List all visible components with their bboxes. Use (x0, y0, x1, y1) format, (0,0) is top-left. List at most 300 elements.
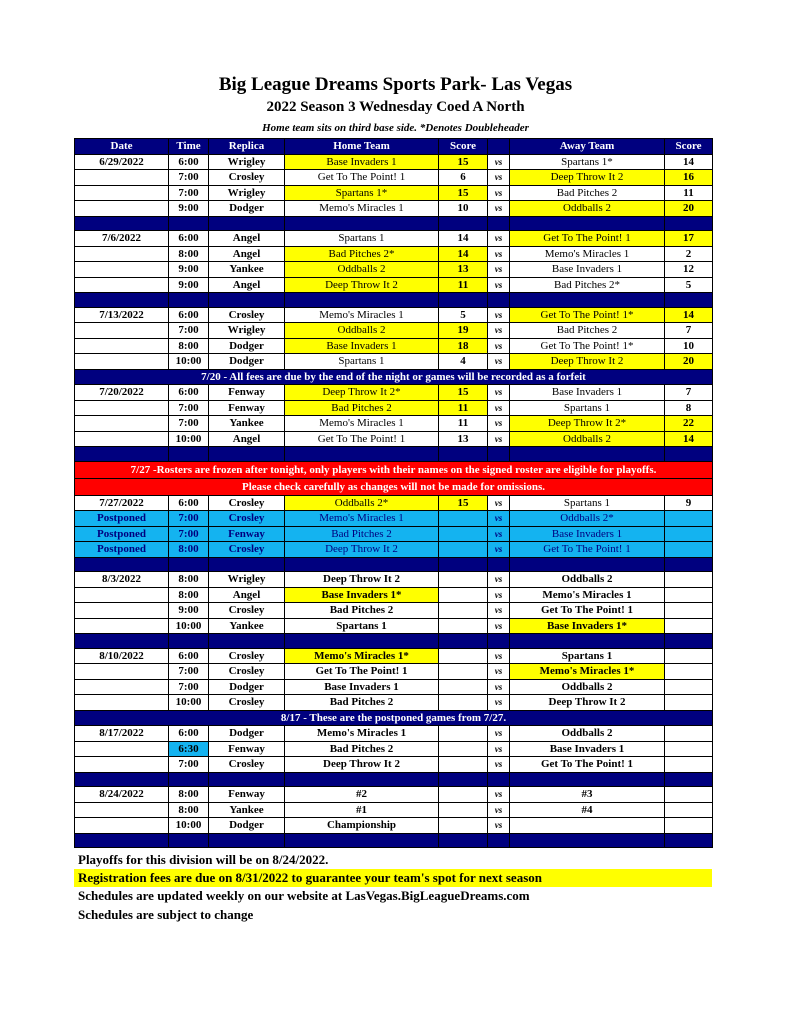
home-team: Bad Pitches 2* (285, 246, 439, 262)
separator-cell (665, 293, 713, 308)
game-row (75, 695, 713, 711)
separator-row (75, 833, 713, 848)
alert-text: 7/27 -Rosters are frozen after tonight, only players with their names on the signed roster are eligible for playoffs. (75, 461, 713, 478)
home-team: Bad Pitches 2 (285, 526, 439, 542)
home-score: 14 (439, 246, 488, 262)
game-row (75, 572, 713, 588)
registration-notice: Registration fees are due on 8/31/2022 to guarantee your team's spot for next season (74, 869, 712, 887)
away-team: Oddballs 2 (510, 726, 665, 742)
game-date (75, 603, 169, 619)
away-team: Get To The Point! 1 (510, 542, 665, 558)
game-row (75, 495, 713, 511)
away-score (665, 648, 713, 664)
vs-label: vs (488, 246, 510, 262)
game-replica: Yankee (209, 802, 285, 818)
away-team: Get To The Point! 1* (510, 338, 665, 354)
game-replica: Angel (209, 231, 285, 247)
vs-label: vs (488, 185, 510, 201)
separator-cell (439, 447, 488, 462)
game-date (75, 400, 169, 416)
away-score (665, 818, 713, 834)
away-team: Memo's Miracles 1* (510, 664, 665, 680)
separator-cell (439, 216, 488, 231)
separator-cell (285, 634, 439, 649)
game-time: 10:00 (169, 695, 209, 711)
game-time: 7:00 (169, 664, 209, 680)
separator-cell (488, 772, 510, 787)
home-score: 5 (439, 307, 488, 323)
separator-row (75, 293, 713, 308)
separator-cell (510, 634, 665, 649)
header-replica: Replica (209, 139, 285, 155)
game-time: 7:00 (169, 526, 209, 542)
game-date (75, 416, 169, 432)
away-team (510, 818, 665, 834)
away-team: Base Invaders 1 (510, 526, 665, 542)
home-score (439, 648, 488, 664)
alert-row (75, 461, 713, 478)
game-replica: Fenway (209, 385, 285, 401)
away-team: Get To The Point! 1 (510, 231, 665, 247)
away-team: Oddballs 2 (510, 572, 665, 588)
alert-text: Please check carefully as changes will not be made for omissions. (75, 478, 713, 495)
vs-label: vs (488, 262, 510, 278)
home-score (439, 572, 488, 588)
game-date (75, 802, 169, 818)
separator-cell (439, 557, 488, 572)
game-replica: Crosley (209, 648, 285, 664)
game-time: 6:00 (169, 648, 209, 664)
header-away-team: Away Team (510, 139, 665, 155)
separator-cell (488, 833, 510, 848)
home-score: 13 (439, 431, 488, 447)
separator-cell (510, 293, 665, 308)
home-team: Bad Pitches 2 (285, 603, 439, 619)
away-team: Base Invaders 1 (510, 741, 665, 757)
away-score (665, 542, 713, 558)
game-time: 8:00 (169, 542, 209, 558)
game-replica: Dodger (209, 726, 285, 742)
home-score: 11 (439, 277, 488, 293)
game-row (75, 201, 713, 217)
game-row (75, 231, 713, 247)
game-date (75, 354, 169, 370)
game-time: 6:00 (169, 154, 209, 170)
game-replica: Crosley (209, 511, 285, 527)
separator-cell (209, 634, 285, 649)
game-row (75, 307, 713, 323)
separator-cell (439, 772, 488, 787)
game-time: 7:00 (169, 170, 209, 186)
game-date: 8/24/2022 (75, 787, 169, 803)
home-score (439, 695, 488, 711)
away-score: 2 (665, 246, 713, 262)
away-score: 8 (665, 400, 713, 416)
vs-label: vs (488, 511, 510, 527)
separator-cell (75, 833, 169, 848)
game-date (75, 185, 169, 201)
home-team: Memo's Miracles 1 (285, 511, 439, 527)
home-team: Oddballs 2 (285, 323, 439, 339)
home-team: Memo's Miracles 1 (285, 307, 439, 323)
away-score: 14 (665, 154, 713, 170)
home-team: Bad Pitches 2 (285, 695, 439, 711)
away-score: 5 (665, 277, 713, 293)
game-replica: Wrigley (209, 185, 285, 201)
home-team: Memo's Miracles 1 (285, 726, 439, 742)
away-score (665, 664, 713, 680)
game-date: Postponed (75, 526, 169, 542)
game-date: Postponed (75, 511, 169, 527)
separator-cell (169, 634, 209, 649)
home-team: Spartans 1 (285, 618, 439, 634)
game-date (75, 277, 169, 293)
game-date (75, 741, 169, 757)
header-time: Time (169, 139, 209, 155)
home-team: Deep Throw It 2* (285, 385, 439, 401)
home-score (439, 741, 488, 757)
home-score (439, 664, 488, 680)
game-row (75, 618, 713, 634)
game-replica: Dodger (209, 818, 285, 834)
vs-label: vs (488, 787, 510, 803)
separator-cell (488, 447, 510, 462)
separator-cell (75, 293, 169, 308)
game-replica: Fenway (209, 741, 285, 757)
separator-cell (209, 293, 285, 308)
vs-label: vs (488, 818, 510, 834)
away-score (665, 741, 713, 757)
home-score (439, 587, 488, 603)
away-team: Bad Pitches 2 (510, 185, 665, 201)
away-team: Get To The Point! 1 (510, 757, 665, 773)
game-time: 6:00 (169, 385, 209, 401)
home-score (439, 542, 488, 558)
home-team: Get To The Point! 1 (285, 431, 439, 447)
game-date: 7/27/2022 (75, 495, 169, 511)
home-team: Deep Throw It 2 (285, 757, 439, 773)
vs-label: vs (488, 572, 510, 588)
home-score (439, 726, 488, 742)
game-date: 8/3/2022 (75, 572, 169, 588)
home-score: 15 (439, 154, 488, 170)
vs-label: vs (488, 664, 510, 680)
vs-label: vs (488, 323, 510, 339)
game-time: 9:00 (169, 277, 209, 293)
home-score: 13 (439, 262, 488, 278)
away-score (665, 603, 713, 619)
separator-cell (665, 833, 713, 848)
vs-label: vs (488, 170, 510, 186)
game-time: 6:00 (169, 307, 209, 323)
game-replica: Crosley (209, 757, 285, 773)
game-replica: Fenway (209, 787, 285, 803)
game-date: 7/20/2022 (75, 385, 169, 401)
away-team: Spartans 1 (510, 648, 665, 664)
away-score (665, 802, 713, 818)
home-team: Bad Pitches 2 (285, 400, 439, 416)
game-row (75, 679, 713, 695)
separator-cell (75, 772, 169, 787)
away-score: 14 (665, 307, 713, 323)
separator-cell (488, 634, 510, 649)
separator-cell (665, 216, 713, 231)
separator-row (75, 634, 713, 649)
home-team: Base Invaders 1 (285, 679, 439, 695)
home-score: 11 (439, 416, 488, 432)
game-date: 7/6/2022 (75, 231, 169, 247)
game-time: 6:00 (169, 495, 209, 511)
away-score (665, 679, 713, 695)
vs-label: vs (488, 431, 510, 447)
game-row (75, 354, 713, 370)
game-date: 8/17/2022 (75, 726, 169, 742)
separator-cell (510, 216, 665, 231)
game-time: 10:00 (169, 618, 209, 634)
header-away-score: Score (665, 139, 713, 155)
alert-row (75, 478, 713, 495)
away-score (665, 587, 713, 603)
game-date (75, 618, 169, 634)
separator-cell (75, 634, 169, 649)
away-score: 20 (665, 354, 713, 370)
game-date (75, 262, 169, 278)
separator-cell (665, 772, 713, 787)
vs-label: vs (488, 587, 510, 603)
game-time: 8:00 (169, 572, 209, 588)
game-replica: Yankee (209, 618, 285, 634)
game-replica: Wrigley (209, 323, 285, 339)
game-date (75, 323, 169, 339)
game-date: 7/13/2022 (75, 307, 169, 323)
change-notice: Schedules are subject to change (78, 907, 254, 922)
game-row (75, 262, 713, 278)
game-replica: Crosley (209, 542, 285, 558)
schedule-table (74, 138, 713, 848)
game-row (75, 664, 713, 680)
home-score: 10 (439, 201, 488, 217)
game-date: 6/29/2022 (75, 154, 169, 170)
separator-cell (488, 216, 510, 231)
home-score: 11 (439, 400, 488, 416)
notice-text: 8/17 - These are the postponed games from 7/27. (75, 710, 713, 726)
away-score: 9 (665, 495, 713, 511)
vs-label: vs (488, 277, 510, 293)
away-team: Memo's Miracles 1 (510, 587, 665, 603)
separator-cell (285, 833, 439, 848)
away-team: Get To The Point! 1* (510, 307, 665, 323)
home-score (439, 757, 488, 773)
separator-cell (209, 772, 285, 787)
away-score: 20 (665, 201, 713, 217)
game-time: 8:00 (169, 587, 209, 603)
home-team: #2 (285, 787, 439, 803)
game-time: 7:00 (169, 323, 209, 339)
game-row (75, 400, 713, 416)
away-score (665, 787, 713, 803)
home-team: Memo's Miracles 1 (285, 201, 439, 217)
separator-cell (169, 833, 209, 848)
away-team: Oddballs 2 (510, 201, 665, 217)
separator-cell (285, 293, 439, 308)
away-team: Oddballs 2 (510, 679, 665, 695)
away-team: Spartans 1* (510, 154, 665, 170)
away-score (665, 618, 713, 634)
game-replica: Angel (209, 587, 285, 603)
separator-cell (169, 216, 209, 231)
page-title: Big League Dreams Sports Park- Las Vegas (218, 74, 573, 95)
home-team: Spartans 1 (285, 231, 439, 247)
vs-label: vs (488, 741, 510, 757)
separator-cell (75, 447, 169, 462)
home-score (439, 511, 488, 527)
game-replica: Crosley (209, 307, 285, 323)
separator-cell (75, 557, 169, 572)
game-row (75, 648, 713, 664)
game-replica: Crosley (209, 695, 285, 711)
game-replica: Fenway (209, 526, 285, 542)
game-date (75, 757, 169, 773)
vs-label: vs (488, 354, 510, 370)
game-replica: Crosley (209, 603, 285, 619)
away-team: #4 (510, 802, 665, 818)
game-time: 6:30 (169, 741, 209, 757)
game-date (75, 664, 169, 680)
separator-cell (510, 447, 665, 462)
game-time: 7:00 (169, 416, 209, 432)
game-row (75, 323, 713, 339)
away-score: 12 (665, 262, 713, 278)
game-row (75, 787, 713, 803)
away-team: Bad Pitches 2* (510, 277, 665, 293)
game-row (75, 757, 713, 773)
separator-cell (439, 634, 488, 649)
vs-label: vs (488, 307, 510, 323)
vs-label: vs (488, 679, 510, 695)
away-score (665, 511, 713, 527)
separator-cell (75, 216, 169, 231)
game-row (75, 277, 713, 293)
home-score: 14 (439, 231, 488, 247)
website-notice: Schedules are updated weekly on our website at LasVegas.BigLeagueDreams.com (78, 888, 530, 903)
game-row (75, 726, 713, 742)
away-team: #3 (510, 787, 665, 803)
away-team: Spartans 1 (510, 495, 665, 511)
game-time: 6:00 (169, 231, 209, 247)
game-replica: Crosley (209, 495, 285, 511)
game-row (75, 587, 713, 603)
separator-cell (209, 833, 285, 848)
game-row (75, 338, 713, 354)
home-score: 15 (439, 385, 488, 401)
notice-text: 7/20 - All fees are due by the end of the night or games will be recorded as a forfeit (75, 369, 713, 385)
game-time: 7:00 (169, 757, 209, 773)
game-time: 10:00 (169, 431, 209, 447)
game-row (75, 246, 713, 262)
game-date (75, 431, 169, 447)
home-score: 6 (439, 170, 488, 186)
game-replica: Yankee (209, 262, 285, 278)
separator-cell (169, 557, 209, 572)
away-score (665, 757, 713, 773)
game-time: 8:00 (169, 787, 209, 803)
separator-cell (209, 447, 285, 462)
game-row (75, 818, 713, 834)
game-time: 8:00 (169, 246, 209, 262)
home-score (439, 818, 488, 834)
vs-label: vs (488, 400, 510, 416)
separator-cell (510, 557, 665, 572)
separator-cell (488, 293, 510, 308)
vs-label: vs (488, 802, 510, 818)
game-row (75, 416, 713, 432)
home-team: Deep Throw It 2 (285, 277, 439, 293)
game-time: 10:00 (169, 818, 209, 834)
game-time: 7:00 (169, 185, 209, 201)
game-row (75, 511, 713, 527)
game-row (75, 385, 713, 401)
game-row (75, 154, 713, 170)
game-date (75, 338, 169, 354)
notice-row (75, 369, 713, 385)
game-date (75, 201, 169, 217)
away-score: 14 (665, 431, 713, 447)
home-score: 15 (439, 185, 488, 201)
game-date: 8/10/2022 (75, 648, 169, 664)
game-replica: Dodger (209, 338, 285, 354)
game-time: 7:00 (169, 511, 209, 527)
separator-cell (510, 833, 665, 848)
home-score (439, 618, 488, 634)
vs-label: vs (488, 338, 510, 354)
separator-cell (439, 293, 488, 308)
table-header-row (75, 139, 713, 155)
away-score: 22 (665, 416, 713, 432)
separator-cell (510, 772, 665, 787)
game-time: 10:00 (169, 354, 209, 370)
vs-label: vs (488, 618, 510, 634)
home-team: Bad Pitches 2 (285, 741, 439, 757)
home-score: 18 (439, 338, 488, 354)
schedule-note: Home team sits on third base side. *Denotes Doubleheader (262, 122, 529, 134)
game-row (75, 542, 713, 558)
game-time: 8:00 (169, 802, 209, 818)
separator-cell (439, 833, 488, 848)
game-time: 7:00 (169, 679, 209, 695)
game-replica: Yankee (209, 416, 285, 432)
away-team: Get To The Point! 1 (510, 603, 665, 619)
game-date (75, 818, 169, 834)
separator-cell (285, 216, 439, 231)
home-team: Deep Throw It 2 (285, 572, 439, 588)
separator-cell (665, 634, 713, 649)
game-time: 6:00 (169, 726, 209, 742)
home-team: Get To The Point! 1 (285, 170, 439, 186)
vs-label: vs (488, 648, 510, 664)
game-row (75, 431, 713, 447)
game-replica: Fenway (209, 400, 285, 416)
home-team: Memo's Miracles 1 (285, 416, 439, 432)
separator-cell (169, 293, 209, 308)
game-time: 8:00 (169, 338, 209, 354)
game-time: 9:00 (169, 262, 209, 278)
game-replica: Angel (209, 277, 285, 293)
game-replica: Crosley (209, 664, 285, 680)
away-team: Base Invaders 1 (510, 262, 665, 278)
game-replica: Dodger (209, 201, 285, 217)
home-team: Get To The Point! 1 (285, 664, 439, 680)
game-date: Postponed (75, 542, 169, 558)
